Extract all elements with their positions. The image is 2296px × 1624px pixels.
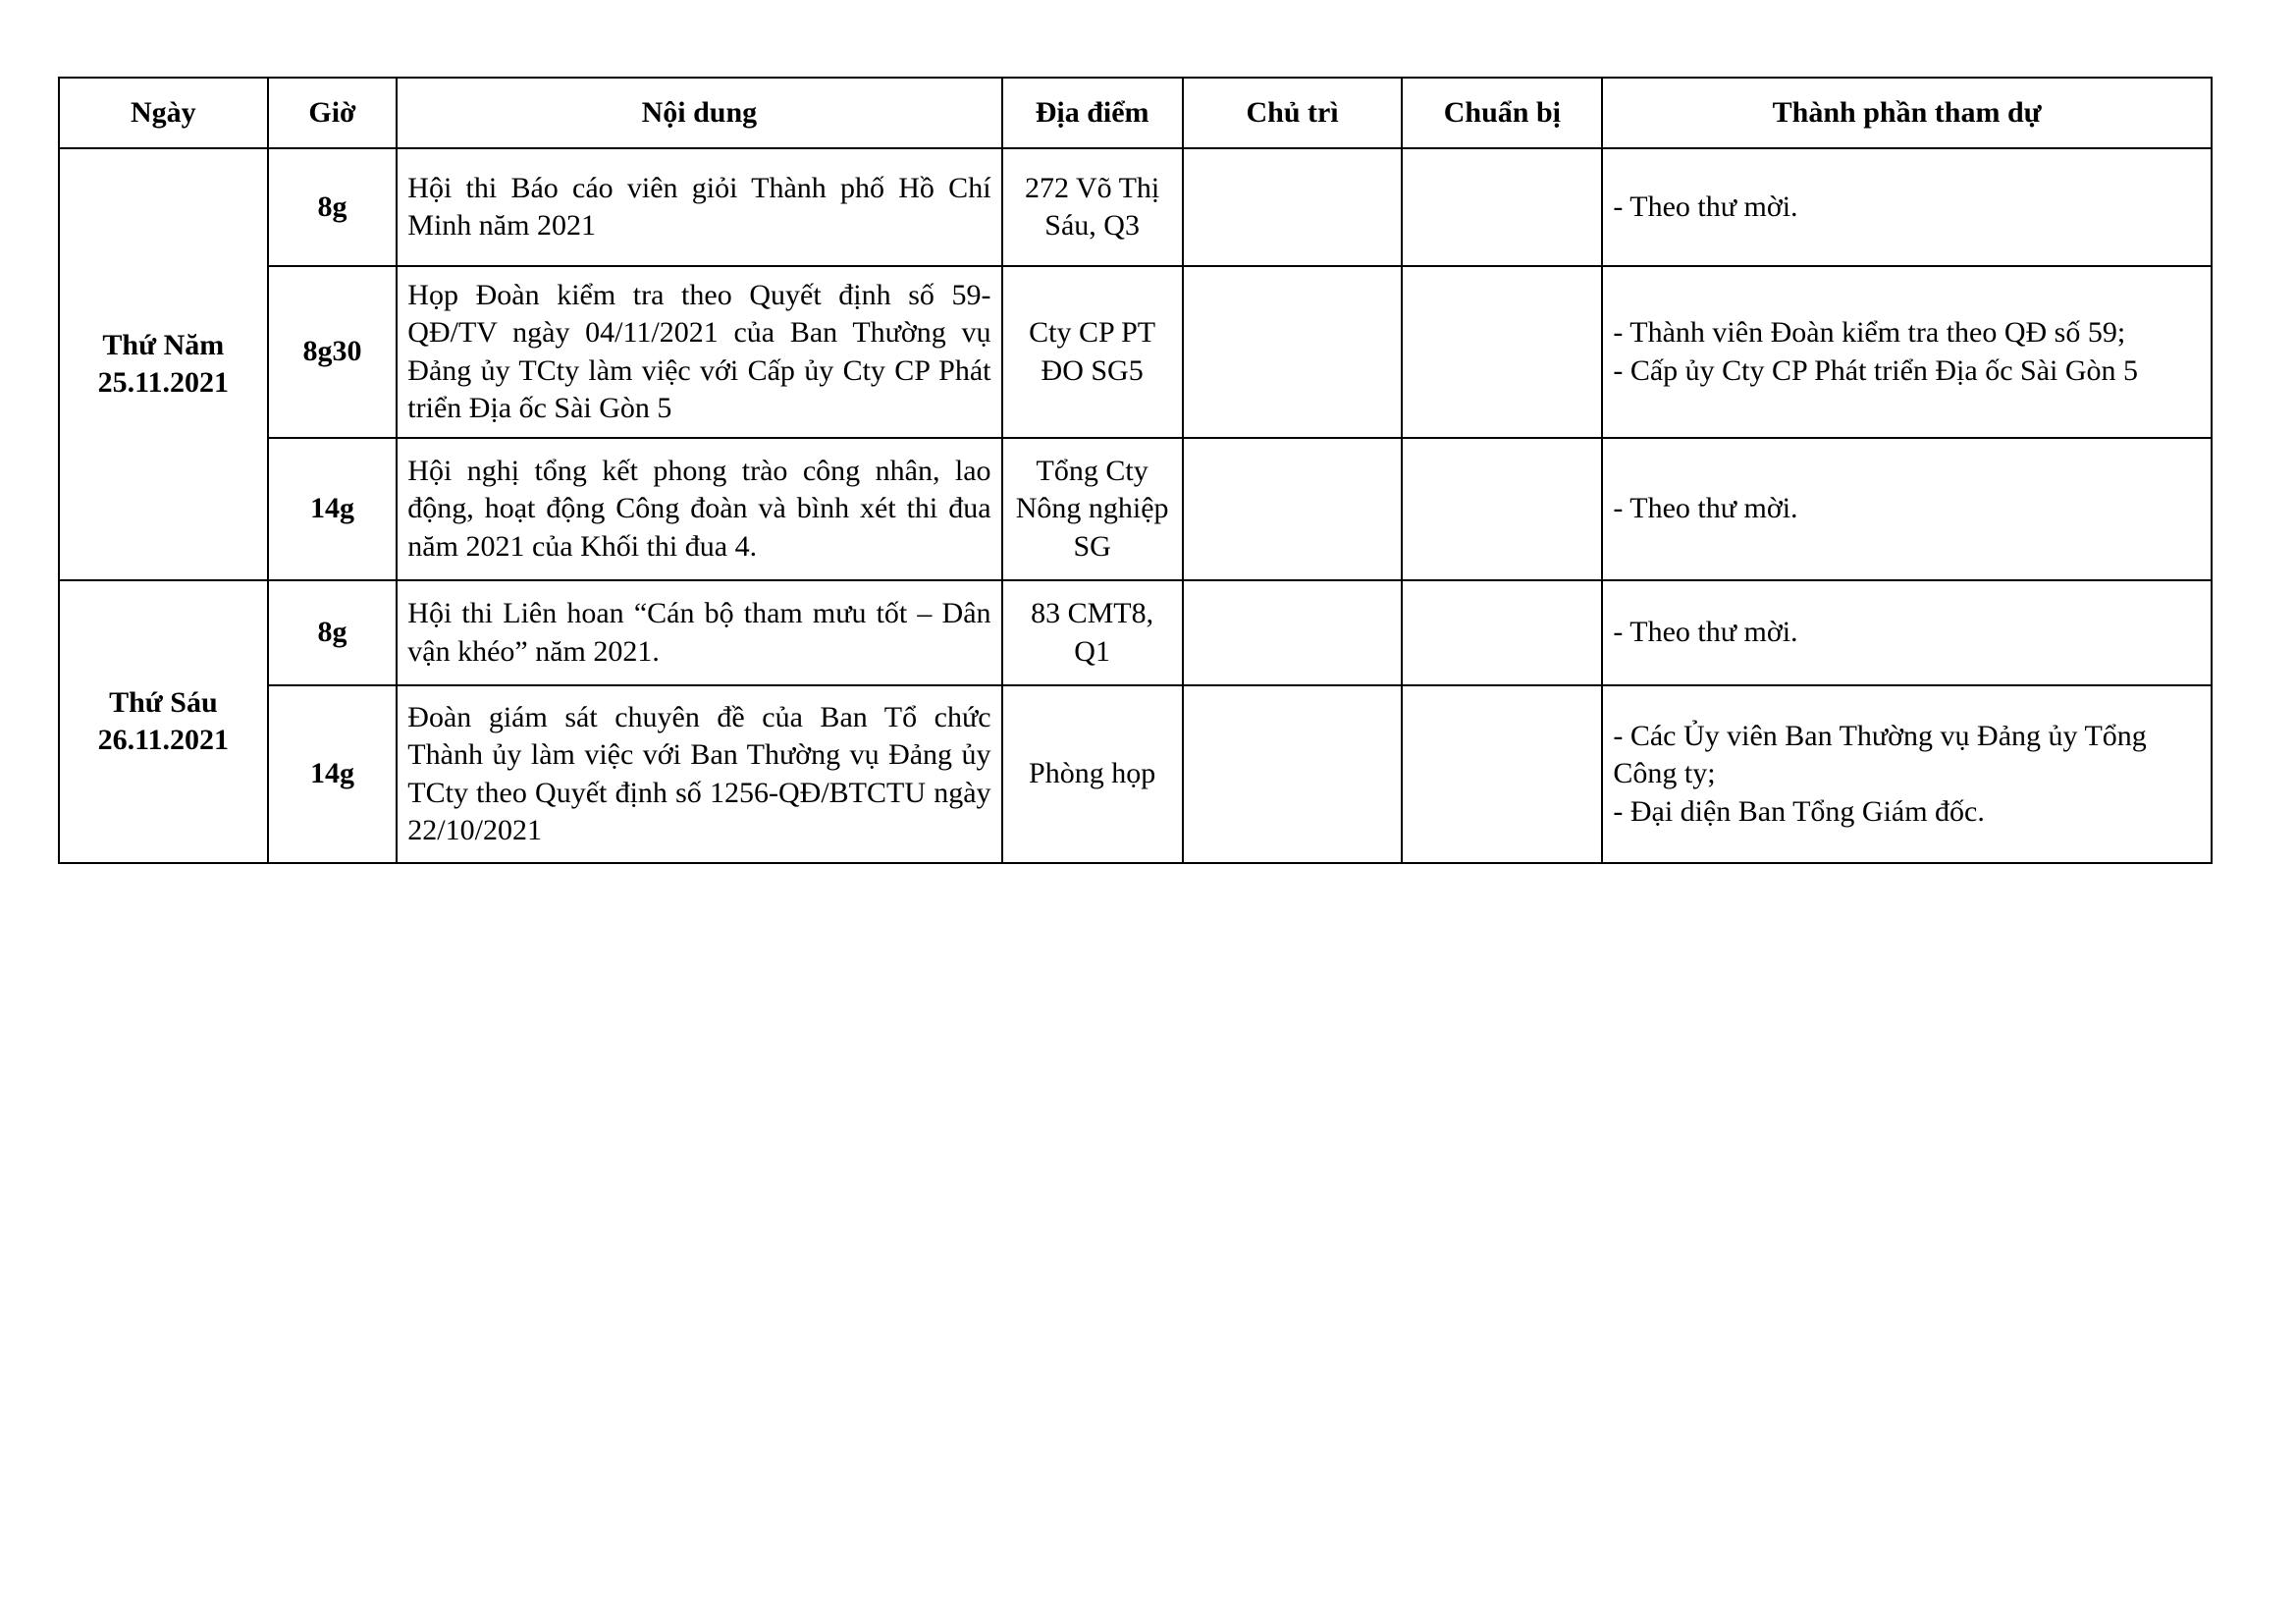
- date-cell: [59, 148, 268, 580]
- participants-cell: [1602, 438, 2212, 580]
- day-label: Thứ Năm: [102, 328, 225, 361]
- content-cell: Họp Đoàn kiểm tra theo Quyết định số 59-QĐ/TV ngày 04/11/2021 của Ban Thường vụ Đảng ủy TCty làm việc với Cấp ủy Cty CP Phát triển Địa ốc Sài Gòn 5: [397, 266, 1001, 438]
- participant-line: - Các Ủy viên Ban Thường vụ Đảng ủy Tổng Công ty;: [1613, 719, 2147, 790]
- location-cell: Cty CP PT ĐO SG5: [1002, 266, 1183, 438]
- day-date: 25.11.2021: [97, 366, 230, 399]
- time-cell: 8g: [268, 580, 398, 685]
- time-cell: 14g: [268, 685, 398, 863]
- preparation-cell: [1402, 580, 1602, 685]
- column-header-time: Giờ: [268, 78, 398, 148]
- date-cell: [59, 580, 268, 863]
- preparation-cell: [1402, 266, 1602, 438]
- column-header-chair: Chủ trì: [1183, 78, 1403, 148]
- participant-line: - Theo thư mời.: [1613, 616, 1798, 649]
- participant-line: - Theo thư mời.: [1613, 189, 1798, 223]
- time-cell: 8g: [268, 148, 398, 266]
- time-cell: 8g30: [268, 266, 398, 438]
- schedule-row: [59, 266, 2212, 438]
- content-cell: Đoàn giám sát chuyên đề của Ban Tổ chức Thành ủy làm việc với Ban Thường vụ Đảng ủy TCty theo Quyết định số 1256-QĐ/BTCTU ngày 22/10/2021: [397, 685, 1001, 863]
- column-header-location: Địa điểm: [1002, 78, 1183, 148]
- column-header-content: Nội dung: [397, 78, 1001, 148]
- participants-cell: [1602, 685, 2212, 863]
- day-date: 26.11.2021: [97, 724, 230, 756]
- chair-cell: [1183, 438, 1403, 580]
- participants-cell: [1602, 580, 2212, 685]
- preparation-cell: [1402, 685, 1602, 863]
- participant-line: - Đại diện Ban Tổng Giám đốc.: [1613, 794, 1985, 828]
- column-header-date: Ngày: [59, 78, 268, 148]
- time-cell: 14g: [268, 438, 398, 580]
- participants-cell: [1602, 266, 2212, 438]
- preparation-cell: [1402, 438, 1602, 580]
- participant-line: - Theo thư mời.: [1613, 492, 1798, 525]
- participant-line: - Cấp ủy Cty CP Phát triển Địa ốc Sài Gòn 5: [1613, 353, 2139, 387]
- participant-line: - Thành viên Đoàn kiểm tra theo QĐ số 59;: [1613, 316, 2126, 350]
- schedule-table-wrapper: [58, 77, 2213, 864]
- chair-cell: [1183, 580, 1403, 685]
- content-cell: Hội thi Liên hoan “Cán bộ tham mưu tốt – Dân vận khéo” năm 2021.: [397, 580, 1001, 685]
- schedule-row: [59, 685, 2212, 863]
- content-cell: Hội nghị tổng kết phong trào công nhân, lao động, hoạt động Công đoàn và bình xét thi đua năm 2021 của Khối thi đua 4.: [397, 438, 1001, 580]
- column-header-participants: Thành phần tham dự: [1602, 78, 2212, 148]
- participants-cell: [1602, 148, 2212, 266]
- header-row: [59, 78, 2212, 148]
- schedule-row: [59, 580, 2212, 685]
- chair-cell: [1183, 148, 1403, 266]
- schedule-row: [59, 438, 2212, 580]
- day-label: Thứ Sáu: [109, 685, 218, 719]
- chair-cell: [1183, 266, 1403, 438]
- location-cell: Tổng Cty Nông nghiệp SG: [1002, 438, 1183, 580]
- location-cell: Phòng họp: [1002, 685, 1183, 863]
- schedule-table: [58, 77, 2213, 864]
- location-cell: 83 CMT8, Q1: [1002, 580, 1183, 685]
- column-header-preparation: Chuẩn bị: [1402, 78, 1602, 148]
- content-cell: Hội thi Báo cáo viên giỏi Thành phố Hồ Chí Minh năm 2021: [397, 148, 1001, 266]
- location-cell: 272 Võ Thị Sáu, Q3: [1002, 148, 1183, 266]
- preparation-cell: [1402, 148, 1602, 266]
- schedule-row: [59, 148, 2212, 266]
- chair-cell: [1183, 685, 1403, 863]
